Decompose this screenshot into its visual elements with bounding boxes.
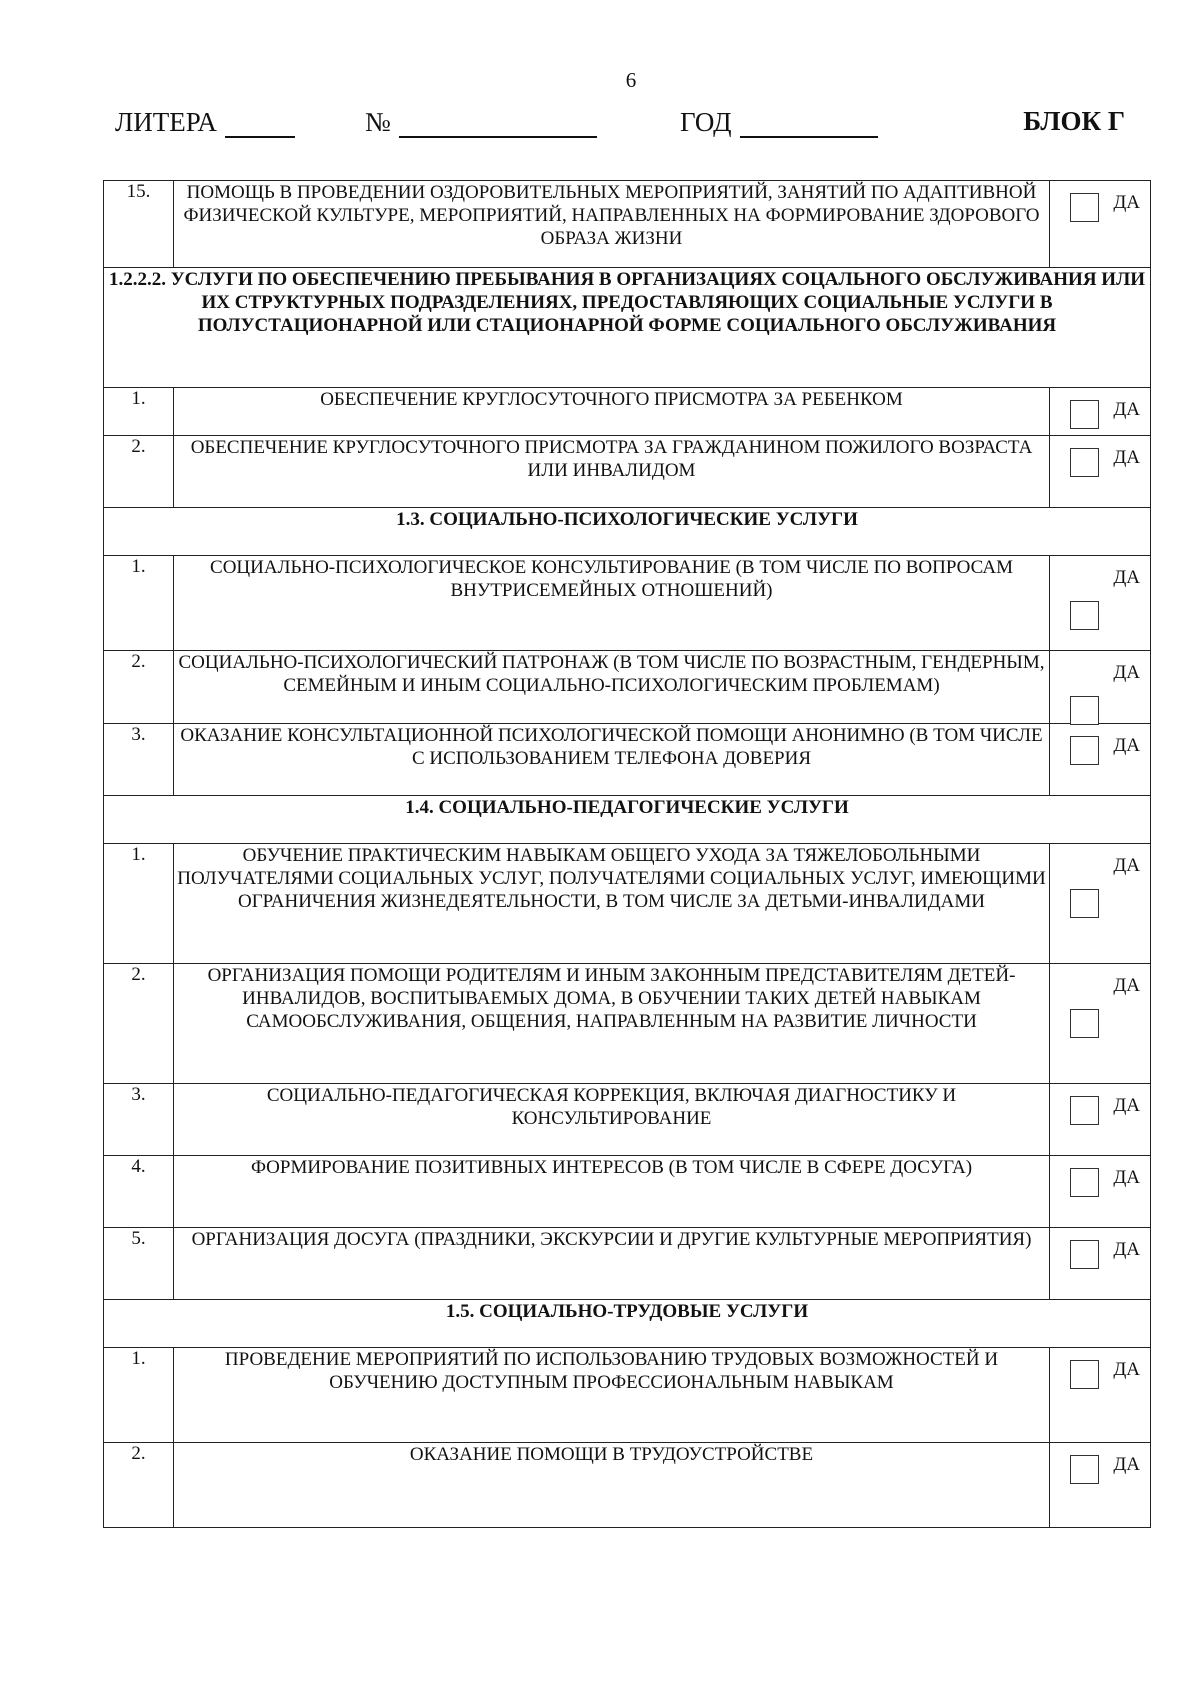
checkbox-cell (1050, 651, 1151, 724)
checkbox-cell (1050, 1228, 1151, 1300)
service-row (104, 1228, 1151, 1300)
yes-label: ДА (1113, 447, 1140, 468)
yes-label: ДА (1113, 1167, 1140, 1188)
yes-checkbox[interactable] (1070, 889, 1099, 918)
section-header-row (104, 796, 1151, 844)
service-row (104, 1084, 1151, 1156)
year-field (680, 106, 878, 138)
service-row (104, 181, 1151, 268)
checkbox-cell (1050, 436, 1151, 508)
service-description: ОБУЧЕНИЕ ПРАКТИЧЕСКИМ НАВЫКАМ ОБЩЕГО УХОДА ЗА ТЯЖЕЛОБОЛЬНЫМИ ПОЛУЧАТЕЛЯМИ СОЦИАЛЬНЫХ УСЛУГ, ПОЛУЧАТЕЛЯМИ СОЦИАЛЬНЫХ УСЛУГ, ИМЕЮЩИМИ ОГРАНИЧЕНИЯ ЖИЗНЕДЕЯТЕЛЬНОСТИ, В ТОМ ЧИСЛЕ ЗА ДЕТЬМИ-ИНВАЛИДАМИ (174, 844, 1050, 964)
yes-label: ДА (1113, 735, 1140, 756)
checkbox-cell (1050, 181, 1151, 268)
litera-label: ЛИТЕРА (115, 107, 217, 137)
checkbox-cell (1050, 844, 1151, 964)
yes-checkbox[interactable] (1070, 1360, 1099, 1389)
checkbox-cell (1050, 556, 1151, 651)
service-description: ФОРМИРОВАНИЕ ПОЗИТИВНЫХ ИНТЕРЕСОВ (В ТОМ ЧИСЛЕ В СФЕРЕ ДОСУГА) (174, 1156, 1050, 1228)
service-description: ОБЕСПЕЧЕНИЕ КРУГЛОСУТОЧНОГО ПРИСМОТРА ЗА ГРАЖДАНИНОМ ПОЖИЛОГО ВОЗРАСТА ИЛИ ИНВАЛИДОМ (174, 436, 1050, 508)
number-input-line[interactable] (399, 106, 597, 138)
yes-checkbox[interactable] (1070, 736, 1099, 765)
service-description: ОКАЗАНИЕ КОНСУЛЬТАЦИОННОЙ ПСИХОЛОГИЧЕСКОЙ ПОМОЩИ АНОНИМНО (В ТОМ ЧИСЛЕ С ИСПОЛЬЗОВАНИЕМ ТЕЛЕФОНА ДОВЕРИЯ (174, 724, 1050, 796)
yes-label: ДА (1113, 975, 1140, 996)
row-number: 1. (104, 844, 174, 964)
yes-label: ДА (1113, 399, 1140, 420)
row-number: 2. (104, 436, 174, 508)
services-table (103, 180, 1151, 1528)
row-number: 3. (104, 724, 174, 796)
service-row (104, 1348, 1151, 1443)
service-description: СОЦИАЛЬНО-ПСИХОЛОГИЧЕСКИЙ ПАТРОНАЖ (В ТОМ ЧИСЛЕ ПО ВОЗРАСТНЫМ, ГЕНДЕРНЫМ, СЕМЕЙНЫМ И ИНЫМ СОЦИАЛЬНО-ПСИХОЛОГИЧЕСКИМ ПРОБЛЕМАМ) (174, 651, 1050, 724)
service-row (104, 436, 1151, 508)
service-description: ОРГАНИЗАЦИЯ ПОМОЩИ РОДИТЕЛЯМ И ИНЫМ ЗАКОННЫМ ПРЕДСТАВИТЕЛЯМ ДЕТЕЙ-ИНВАЛИДОВ, ВОСПИТЫВАЕМЫХ ДОМА, В ОБУЧЕНИИ ТАКИХ ДЕТЕЙ НАВЫКАМ САМООБСЛУЖИВАНИЯ, ОБЩЕНИЯ, НАПРАВЛЕННЫМ НА РАЗВИТИЕ ЛИЧНОСТИ (174, 964, 1050, 1084)
yes-label: ДА (1113, 1239, 1140, 1260)
checkbox-cell (1050, 964, 1151, 1084)
section-header-row (104, 508, 1151, 556)
service-description: ОКАЗАНИЕ ПОМОЩИ В ТРУДОУСТРОЙСТВЕ (174, 1443, 1050, 1528)
service-row (104, 844, 1151, 964)
year-label: ГОД (680, 107, 732, 137)
yes-checkbox[interactable] (1070, 1168, 1099, 1197)
yes-checkbox[interactable] (1070, 448, 1099, 477)
yes-checkbox[interactable] (1070, 601, 1099, 630)
row-number: 1. (104, 556, 174, 651)
yes-label: ДА (1113, 192, 1140, 213)
service-row (104, 964, 1151, 1084)
yes-label: ДА (1113, 662, 1140, 683)
yes-checkbox[interactable] (1070, 1240, 1099, 1269)
page-number: 6 (625, 68, 637, 92)
yes-label: ДА (1113, 855, 1140, 876)
yes-checkbox[interactable] (1070, 696, 1099, 725)
checkbox-cell (1050, 388, 1151, 436)
section-title: 1.3. СОЦИАЛЬНО-ПСИХОЛОГИЧЕСКИЕ УСЛУГИ (104, 508, 1151, 556)
yes-checkbox[interactable] (1070, 1455, 1099, 1484)
service-description: ПРОВЕДЕНИЕ МЕРОПРИЯТИЙ ПО ИСПОЛЬЗОВАНИЮ ТРУДОВЫХ ВОЗМОЖНОСТЕЙ И ОБУЧЕНИЮ ДОСТУПНЫМ ПРОФЕССИОНАЛЬНЫМ НАВЫКАМ (174, 1348, 1050, 1443)
row-number: 1. (104, 388, 174, 436)
row-number: 2. (104, 1443, 174, 1528)
section-title: 1.2.2.2. УСЛУГИ ПО ОБЕСПЕЧЕНИЮ ПРЕБЫВАНИЯ В ОРГАНИЗАЦИЯХ СОЦАЛЬНОГО ОБСЛУЖИВАНИЯ ИЛИ ИХ СТРУКТУРНЫХ ПОДРАЗДЕЛЕНИЯХ, ПРЕДОСТАВЛЯЮЩИХ СОЦИАЛЬНЫЕ УСЛУГИ В ПОЛУСТАЦИОНАРНОЙ ИЛИ СТАЦИОНАРНОЙ ФОРМЕ СОЦИАЛЬНОГО ОБСЛУЖИВАНИЯ (104, 268, 1151, 388)
service-description: ПОМОЩЬ В ПРОВЕДЕНИИ ОЗДОРОВИТЕЛЬНЫХ МЕРОПРИЯТИЙ, ЗАНЯТИЙ ПО АДАПТИВНОЙ ФИЗИЧЕСКОЙ КУЛЬТУРЕ, МЕРОПРИЯТИЙ, НАПРАВЛЕННЫХ НА ФОРМИРОВАНИЕ ЗДОРОВОГО ОБРАЗА ЖИЗНИ (174, 181, 1050, 268)
row-number: 5. (104, 1228, 174, 1300)
form-header (115, 106, 1125, 146)
row-number: 2. (104, 651, 174, 724)
number-label: № (365, 107, 391, 137)
litera-input-line[interactable] (225, 106, 295, 138)
service-row (104, 724, 1151, 796)
yes-label: ДА (1113, 1454, 1140, 1475)
checkbox-cell (1050, 1348, 1151, 1443)
yes-checkbox[interactable] (1070, 193, 1099, 222)
service-description: СОЦИАЛЬНО-ПСИХОЛОГИЧЕСКОЕ КОНСУЛЬТИРОВАНИЕ (В ТОМ ЧИСЛЕ ПО ВОПРОСАМ ВНУТРИСЕМЕЙНЫХ ОТНОШЕНИЙ) (174, 556, 1050, 651)
checkbox-cell (1050, 1156, 1151, 1228)
yes-label: ДА (1113, 567, 1140, 588)
yes-checkbox[interactable] (1070, 1009, 1099, 1038)
number-field (365, 106, 597, 138)
service-description: ОРГАНИЗАЦИЯ ДОСУГА (ПРАЗДНИКИ, ЭКСКУРСИИ И ДРУГИЕ КУЛЬТУРНЫЕ МЕРОПРИЯТИЯ) (174, 1228, 1050, 1300)
yes-label: ДА (1113, 1359, 1140, 1380)
row-number: 2. (104, 964, 174, 1084)
service-row (104, 388, 1151, 436)
row-number: 15. (104, 181, 174, 268)
row-number: 1. (104, 1348, 174, 1443)
service-row (104, 651, 1151, 724)
service-row (104, 1443, 1151, 1528)
checkbox-cell (1050, 724, 1151, 796)
section-title: 1.4. СОЦИАЛЬНО-ПЕДАГОГИЧЕСКИЕ УСЛУГИ (104, 796, 1151, 844)
yes-checkbox[interactable] (1070, 400, 1099, 429)
row-number: 3. (104, 1084, 174, 1156)
section-header-row (104, 1300, 1151, 1348)
service-row (104, 1156, 1151, 1228)
yes-label: ДА (1113, 1095, 1140, 1116)
service-row (104, 556, 1151, 651)
checkbox-cell (1050, 1084, 1151, 1156)
service-description: СОЦИАЛЬНО-ПЕДАГОГИЧЕСКАЯ КОРРЕКЦИЯ, ВКЛЮЧАЯ ДИАГНОСТИКУ И КОНСУЛЬТИРОВАНИЕ (174, 1084, 1050, 1156)
year-input-line[interactable] (740, 106, 878, 138)
checkbox-cell (1050, 1443, 1151, 1528)
yes-checkbox[interactable] (1070, 1096, 1099, 1125)
service-description: ОБЕСПЕЧЕНИЕ КРУГЛОСУТОЧНОГО ПРИСМОТРА ЗА РЕБЕНКОМ (174, 388, 1050, 436)
block-label: БЛОК Г (1023, 106, 1125, 136)
section-title: 1.5. СОЦИАЛЬНО-ТРУДОВЫЕ УСЛУГИ (104, 1300, 1151, 1348)
row-number: 4. (104, 1156, 174, 1228)
section-header-row (104, 268, 1151, 388)
litera-field (115, 106, 295, 138)
